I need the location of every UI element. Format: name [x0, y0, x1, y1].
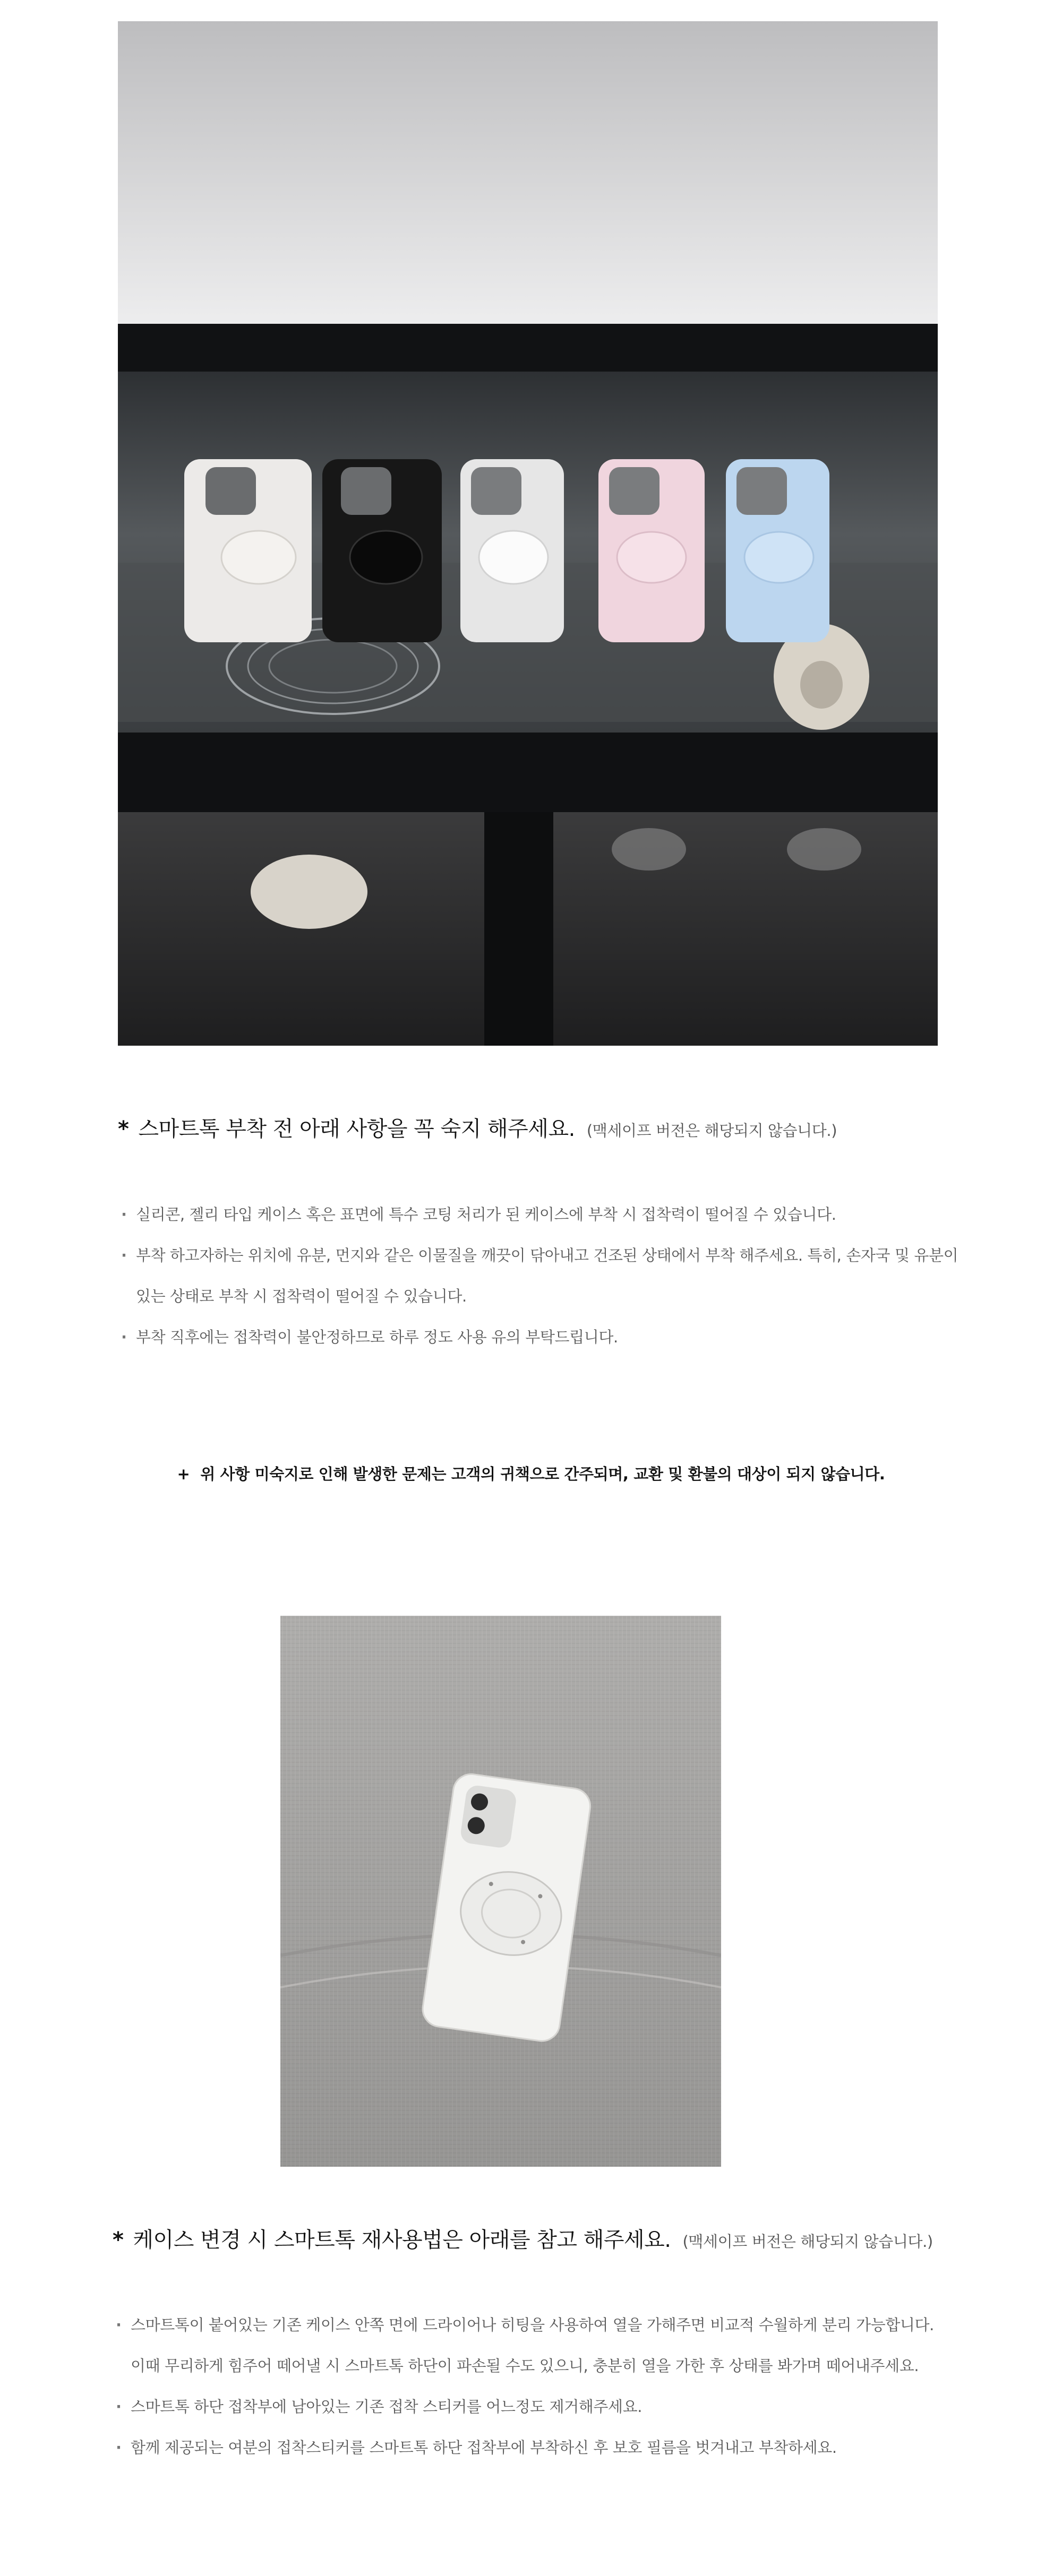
heading-marker: *	[118, 1117, 129, 1141]
section1-note: (맥세이프 버전은 해당되지 않습니다.)	[586, 1122, 837, 1140]
section1-heading	[118, 1112, 837, 1142]
section1-title: 스마트톡 부착 전 아래 사항을 꼭 숙지 해주세요.	[138, 1117, 575, 1141]
bullet-item-continuation: 이때 무리하게 힘주어 떼어낼 시 스마트톡 하단이 파손될 수도 있으니, 충분히 열을 가한 후 상태를 봐가며 떼어내주세요.	[131, 2357, 919, 2375]
bullet-item-continuation: 있는 상태로 부착 시 접착력이 떨어질 수 있습니다.	[136, 1287, 467, 1305]
section2-bullet-list	[113, 2305, 934, 2468]
section2-note: (맥세이프 버전은 해당되지 않습니다.)	[682, 2233, 933, 2251]
product-photo-shelf	[118, 21, 938, 1046]
warning-text: 위 사항 미숙지로 인해 발생한 문제는 고객의 귀책으로 간주되며, 교환 및 환불의 대상이 되지 않습니다.	[200, 1465, 885, 1483]
bullet-item: · 스마트톡이 붙어있는 기존 케이스 안쪽 면에 드라이어나 히팅을 사용하여 열을 가해주면 비교적 수월하게 분리 가능합니다.	[113, 2305, 934, 2346]
bullet-item: · 부착 하고자하는 위치에 유분, 먼지와 같은 이물질을 깨끗이 닦아내고 건조된 상태에서 부착 해주세요. 특히, 손자국 및 유분이	[118, 1235, 958, 1276]
bullet-item: · 실리콘, 젤리 타입 케이스 혹은 표면에 특수 코팅 처리가 된 케이스에 부착 시 접착력이 떨어질 수 있습니다.	[118, 1194, 958, 1235]
section2-heading	[113, 2223, 933, 2253]
bullet-item: · 스마트톡 하단 접착부에 남아있는 기존 접착 스티커를 어느정도 제거해주세요.	[113, 2387, 934, 2427]
section1-bullet-list	[118, 1194, 958, 1358]
section2-title: 케이스 변경 시 스마트톡 재사용법은 아래를 참고 해주세요.	[133, 2228, 671, 2252]
bullet-item: · 부착 직후에는 접착력이 불안정하므로 하루 정도 사용 유의 부탁드립니다.	[118, 1317, 958, 1358]
heading-marker: *	[113, 2228, 124, 2252]
warning-notice	[0, 1462, 1062, 1484]
product-photo-sofa	[280, 1616, 721, 2167]
warning-marker: +	[177, 1465, 190, 1483]
bullet-item: · 함께 제공되는 여분의 접착스티커를 스마트톡 하단 접착부에 부착하신 후 보호 필름을 벗겨내고 부착하세요.	[113, 2427, 934, 2468]
